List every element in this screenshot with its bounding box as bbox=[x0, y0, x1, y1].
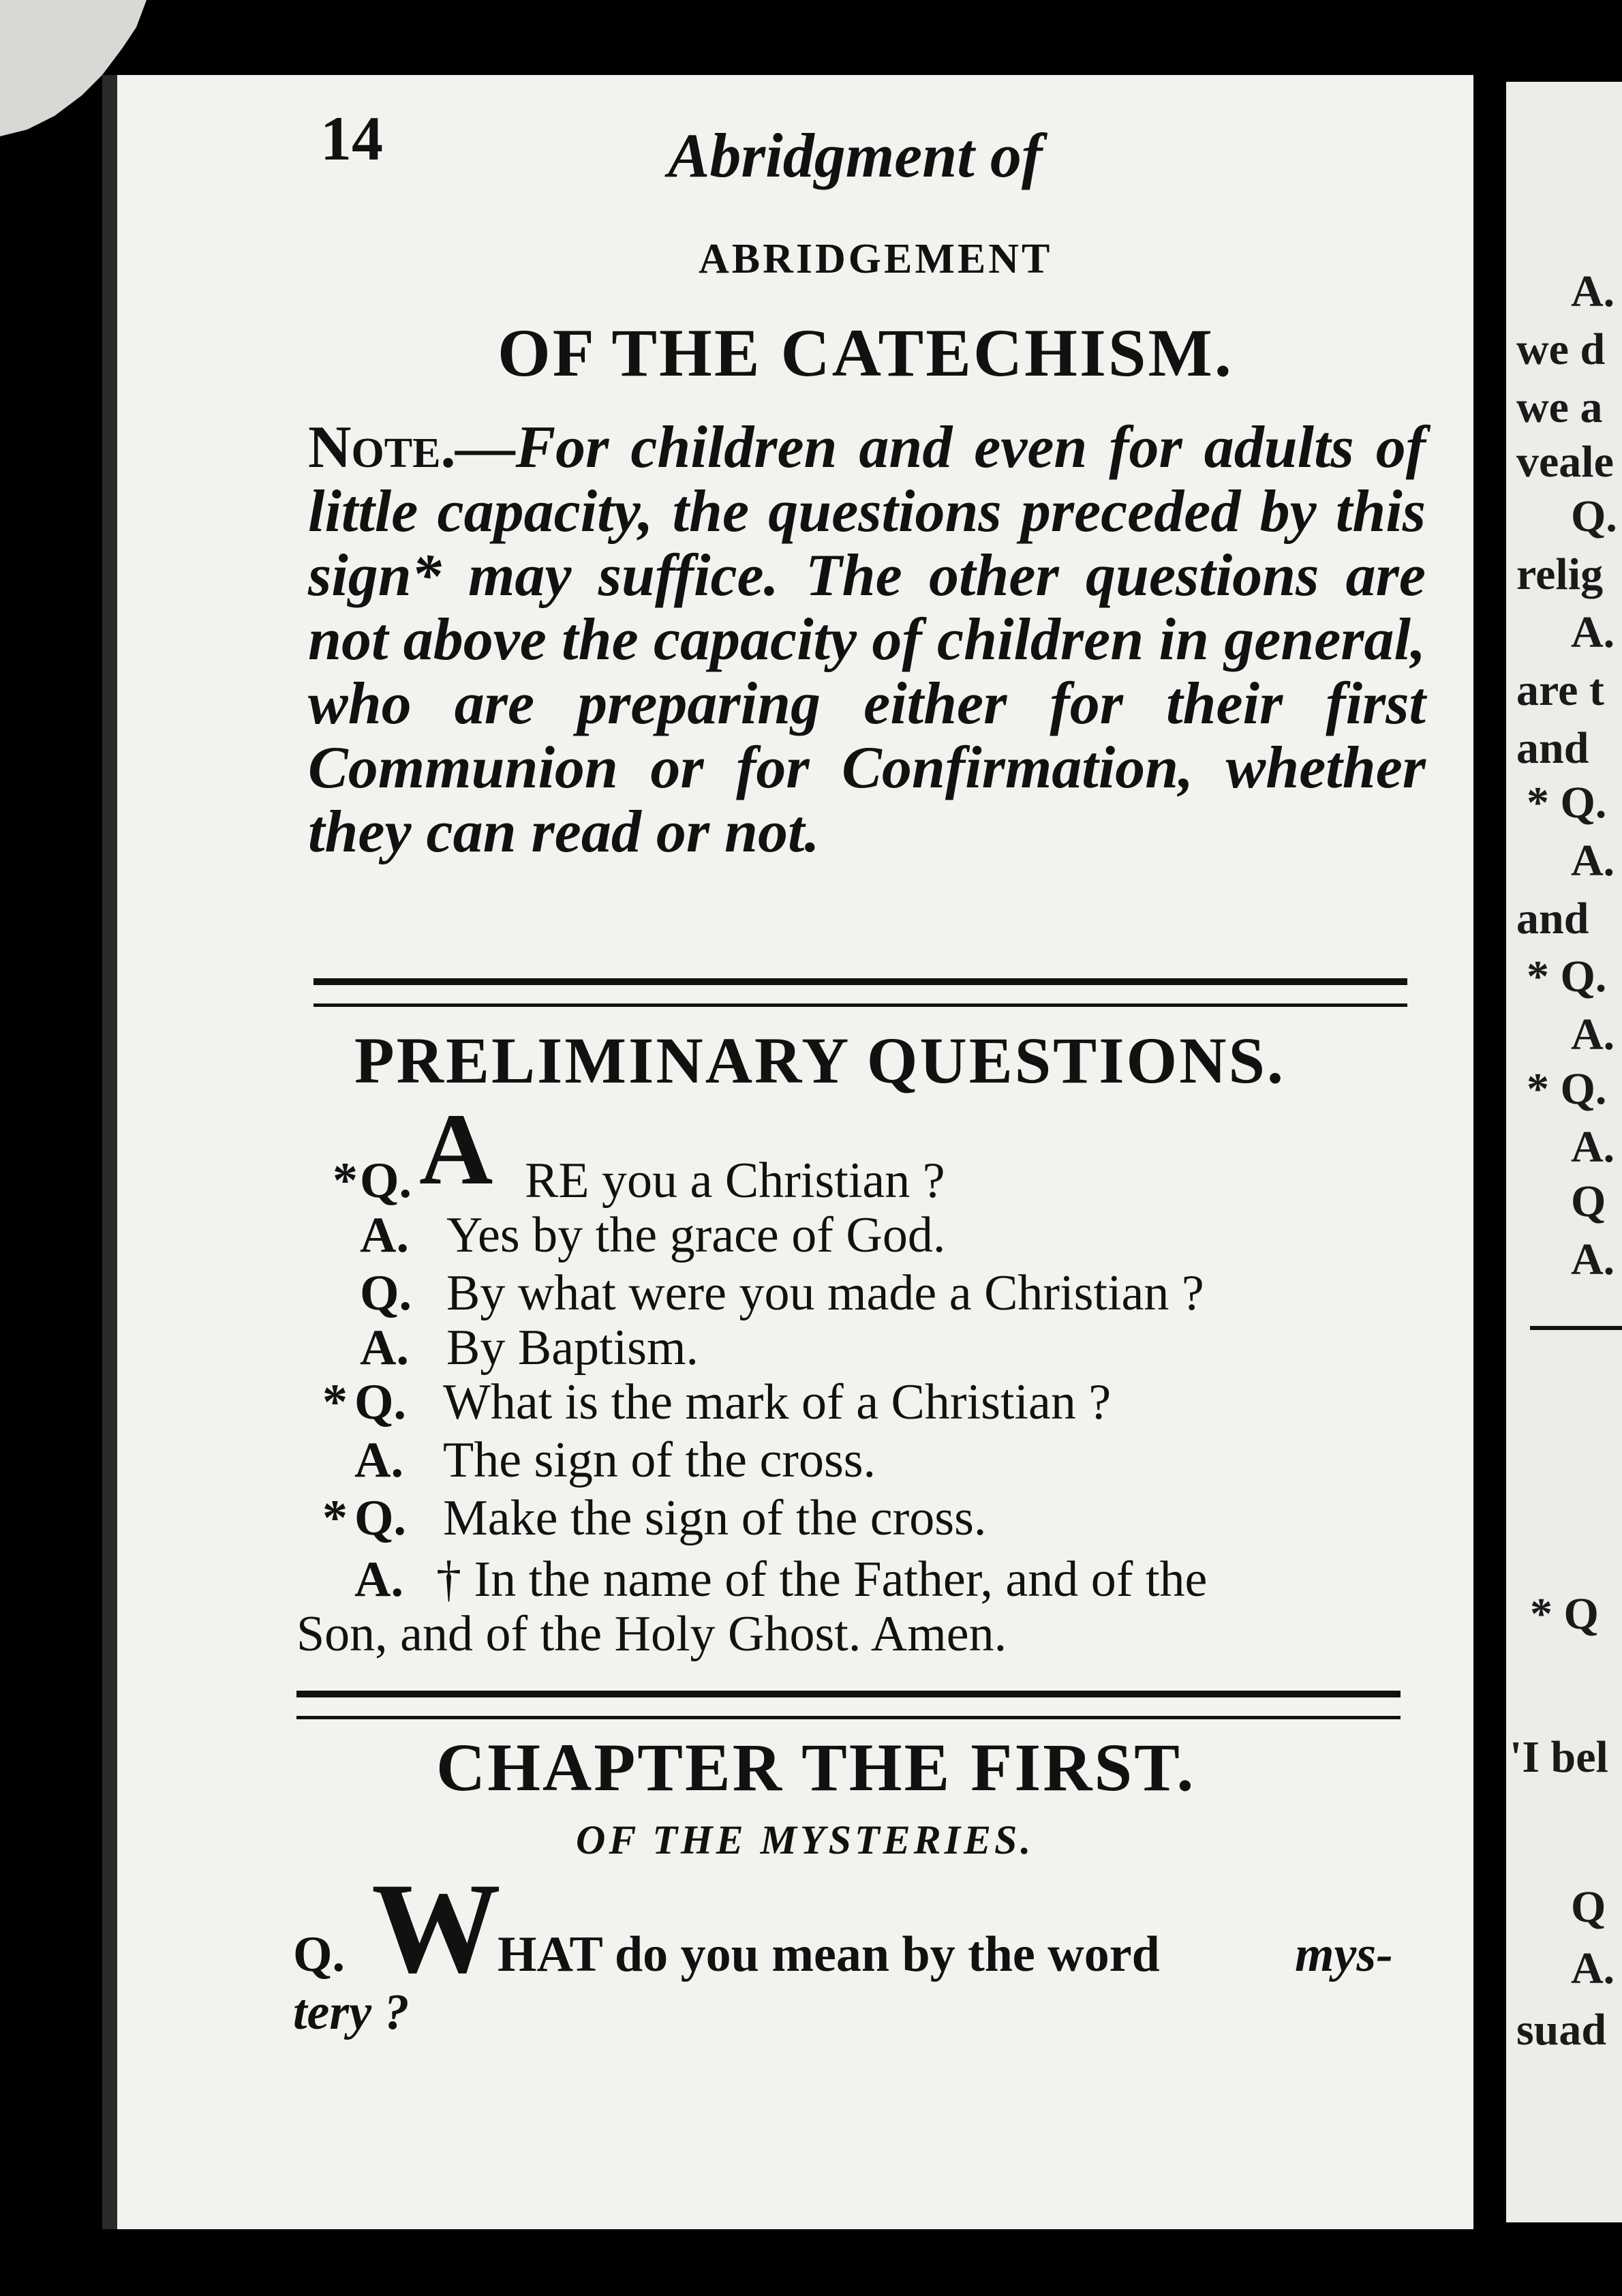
chapter-question-continuation: tery ? bbox=[293, 1984, 410, 2040]
running-head: Abridgment of bbox=[668, 121, 1043, 190]
line-text: By what were you made a Christian ? bbox=[446, 1265, 1204, 1321]
next-page-fragment: are t bbox=[1516, 665, 1604, 715]
next-page-fragment: Q. bbox=[1571, 492, 1617, 541]
preliminary-heading: PRELIMINARY QUESTIONS. bbox=[354, 1024, 1285, 1097]
double-rule-divider bbox=[313, 978, 1407, 1007]
line-letter: Q. bbox=[354, 1374, 407, 1430]
next-page-fragment: * Q. bbox=[1527, 952, 1607, 1001]
line-text: By Baptism. bbox=[446, 1320, 699, 1376]
line-text: Make the sign of the cross. bbox=[443, 1490, 987, 1546]
next-page-fragment: * Q. bbox=[1527, 1064, 1607, 1114]
note-label: Note. bbox=[308, 414, 456, 481]
line-letter: Q. bbox=[360, 1153, 412, 1209]
next-page-fragment: A. bbox=[1571, 1010, 1615, 1059]
line-letter: A. bbox=[354, 1552, 403, 1607]
next-page-fragment: Q bbox=[1571, 1177, 1606, 1226]
note-text: —For children and even for adults of little capacity, the questions preceded by this sign* may suffice. The other questions are not above the capacity of children in general, who are preparing either for their first Communion or for Confirmation, whether they can read or not. bbox=[308, 414, 1426, 865]
line-letter: Q. bbox=[360, 1265, 412, 1321]
next-page-fragment: * Q bbox=[1530, 1589, 1599, 1639]
line-letter: A. bbox=[360, 1320, 409, 1376]
next-page-fragment: and bbox=[1516, 723, 1589, 773]
next-page-fragment: Q bbox=[1571, 1882, 1606, 1932]
line-letter: Q. bbox=[354, 1490, 407, 1546]
line-letter: A. bbox=[354, 1432, 403, 1488]
next-page-rule bbox=[1530, 1326, 1622, 1330]
next-page-fragment: * Q. bbox=[1527, 778, 1607, 828]
next-page-fragment: relig bbox=[1516, 549, 1604, 599]
line-text: The sign of the cross. bbox=[443, 1432, 876, 1488]
drop-cap-w: W bbox=[371, 1857, 501, 2000]
page-number: 14 bbox=[320, 104, 383, 173]
asterisk-mark: * bbox=[322, 1490, 348, 1546]
title-abridgement: ABRIDGEMENT bbox=[699, 236, 1053, 282]
line-letter: A. bbox=[360, 1207, 409, 1263]
next-page-fragment: A. bbox=[1571, 836, 1615, 886]
next-page-fragment: 'I bel bbox=[1510, 1732, 1608, 1782]
next-page-fragment: A. bbox=[1571, 267, 1615, 316]
asterisk-mark: * bbox=[322, 1374, 348, 1430]
title-catechism: OF THE CATECHISM. bbox=[498, 315, 1234, 391]
line-letter: Q. bbox=[293, 1927, 346, 1982]
line-text: Son, and of the Holy Ghost. Amen. bbox=[296, 1606, 1007, 1662]
next-page-fragment: A. bbox=[1571, 1944, 1615, 1993]
next-page-fragment: veale bbox=[1516, 437, 1614, 487]
note-paragraph bbox=[308, 416, 1426, 864]
next-page-fragment: we d bbox=[1516, 324, 1606, 374]
next-page-fragment: A. bbox=[1571, 1235, 1615, 1284]
next-page-fragment: we a bbox=[1516, 382, 1603, 432]
next-page-fragment: and bbox=[1516, 894, 1589, 943]
chapter-heading: CHAPTER THE FIRST. bbox=[436, 1729, 1196, 1805]
line-text: RE you a Christian ? bbox=[525, 1153, 945, 1209]
next-page-fragment: A. bbox=[1571, 1122, 1615, 1172]
line-text: HAT do you mean by the word bbox=[498, 1927, 1160, 1982]
next-page-fragment: A. bbox=[1571, 607, 1615, 657]
line-text: What is the mark of a Christian ? bbox=[443, 1374, 1112, 1430]
drop-cap-a: A bbox=[419, 1093, 493, 1206]
chapter-subheading: OF THE MYSTERIES. bbox=[576, 1817, 1035, 1862]
double-rule-divider bbox=[296, 1691, 1401, 1719]
line-italic-word: mys- bbox=[1295, 1927, 1393, 1982]
line-text: † In the name of the Father, and of the bbox=[436, 1552, 1208, 1607]
asterisk-mark: * bbox=[333, 1153, 358, 1209]
next-page-fragment: suad bbox=[1516, 2005, 1607, 2055]
line-text: Yes by the grace of God. bbox=[446, 1207, 946, 1263]
